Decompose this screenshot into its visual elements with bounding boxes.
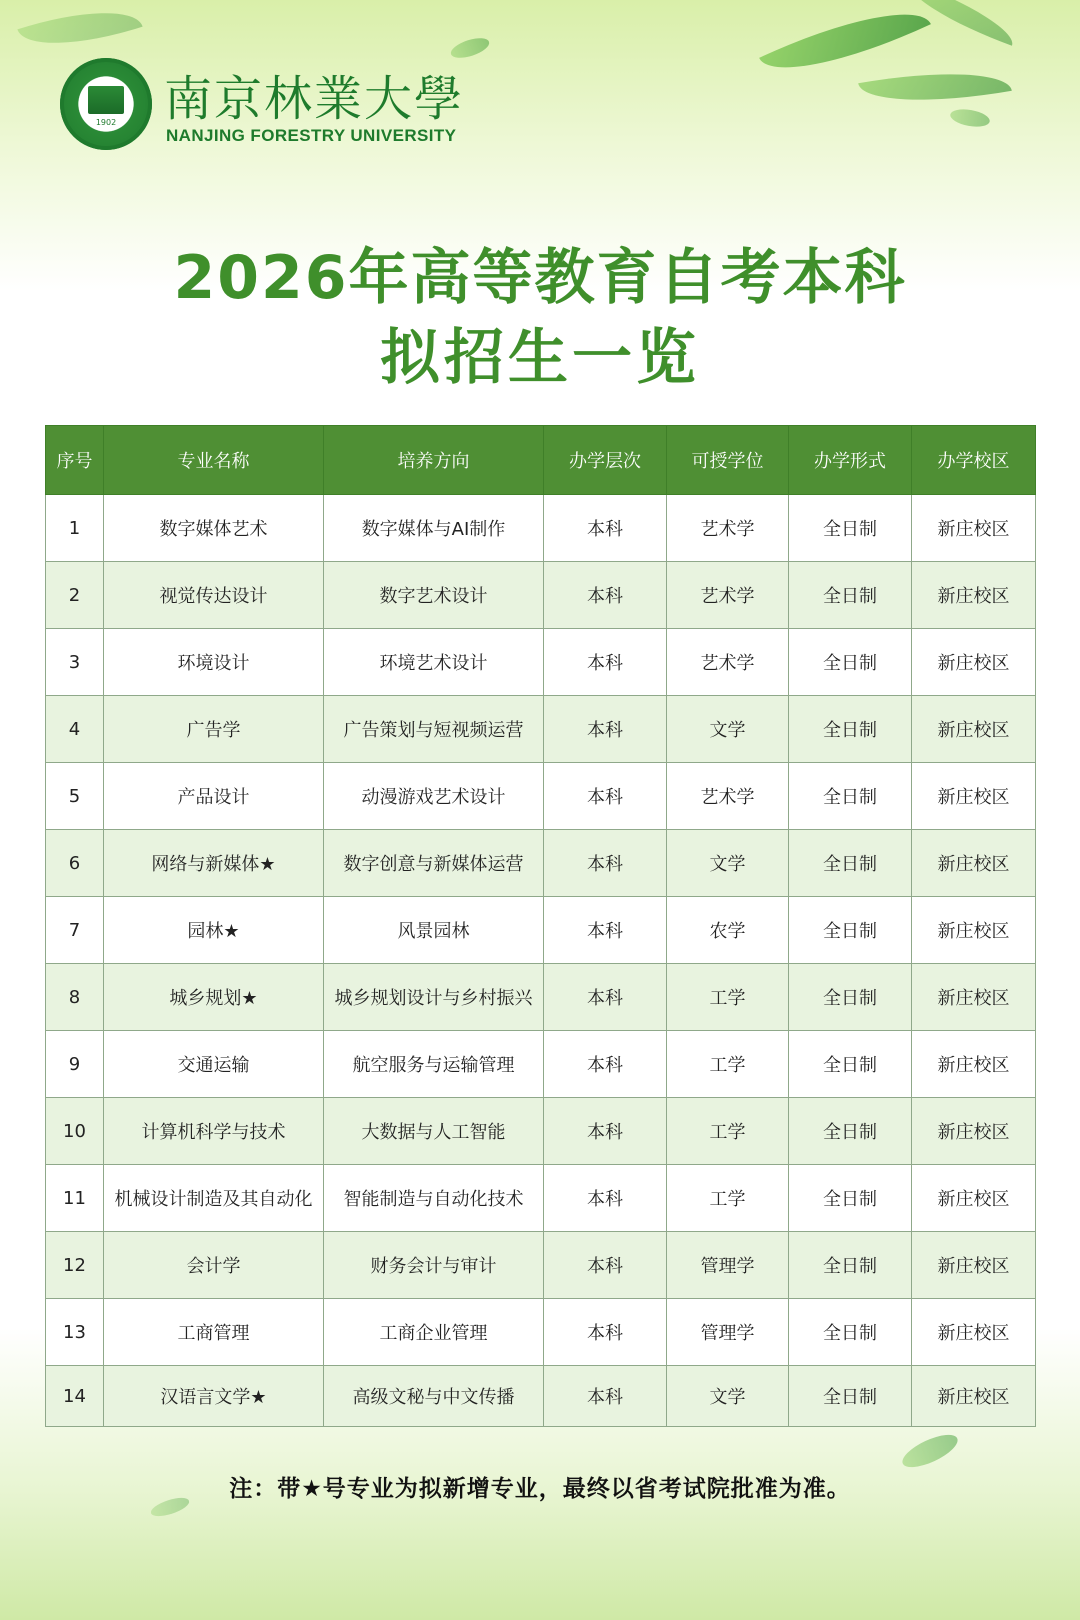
cell-campus: 新庄校区 [912, 1232, 1036, 1299]
cell-degree: 艺术学 [667, 763, 789, 830]
bird-decoration [449, 34, 492, 62]
header-direction: 培养方向 [324, 426, 544, 495]
cell-form: 全日制 [789, 629, 912, 696]
cell-campus: 新庄校区 [912, 1098, 1036, 1165]
cell-major: 园林★ [104, 897, 324, 964]
cell-index: 11 [46, 1165, 104, 1232]
cell-index: 3 [46, 629, 104, 696]
cell-direction: 智能制造与自动化技术 [324, 1165, 544, 1232]
cell-campus: 新庄校区 [912, 1165, 1036, 1232]
table-row [46, 763, 1036, 830]
cell-level: 本科 [544, 964, 667, 1031]
university-name-en: NANJING FORESTRY UNIVERSITY [166, 126, 457, 145]
table-row [46, 1232, 1036, 1299]
cell-index: 2 [46, 562, 104, 629]
header-form: 办学形式 [789, 426, 912, 495]
cell-index: 4 [46, 696, 104, 763]
table-row [46, 897, 1036, 964]
cell-form: 全日制 [789, 763, 912, 830]
cell-form: 全日制 [789, 1299, 912, 1366]
cell-major: 计算机科学与技术 [104, 1098, 324, 1165]
cell-direction: 航空服务与运输管理 [324, 1031, 544, 1098]
cell-major: 网络与新媒体★ [104, 830, 324, 897]
cell-level: 本科 [544, 1165, 667, 1232]
page-subtitle: 拟招生一览 [380, 323, 700, 393]
cell-form: 全日制 [789, 897, 912, 964]
cell-degree: 文学 [667, 696, 789, 763]
cell-level: 本科 [544, 1366, 667, 1427]
table-row [46, 1165, 1036, 1232]
cell-degree: 管理学 [667, 1299, 789, 1366]
cell-index: 12 [46, 1232, 104, 1299]
cell-level: 本科 [544, 763, 667, 830]
cell-direction: 工商企业管理 [324, 1299, 544, 1366]
cell-direction: 环境艺术设计 [324, 629, 544, 696]
table-row [46, 1031, 1036, 1098]
table-row [46, 562, 1036, 629]
cell-level: 本科 [544, 629, 667, 696]
university-emblem-icon [60, 58, 152, 150]
cell-direction: 动漫游戏艺术设计 [324, 763, 544, 830]
cell-degree: 艺术学 [667, 562, 789, 629]
cell-degree: 艺术学 [667, 629, 789, 696]
building-icon [88, 86, 124, 114]
cell-level: 本科 [544, 1031, 667, 1098]
cell-form: 全日制 [789, 696, 912, 763]
table-row [46, 629, 1036, 696]
header-major: 专业名称 [104, 426, 324, 495]
cell-campus: 新庄校区 [912, 629, 1036, 696]
cell-index: 6 [46, 830, 104, 897]
cell-degree: 工学 [667, 1165, 789, 1232]
cell-direction: 城乡规划设计与乡村振兴 [324, 964, 544, 1031]
cell-major: 环境设计 [104, 629, 324, 696]
cell-major: 城乡规划★ [104, 964, 324, 1031]
cell-degree: 文学 [667, 830, 789, 897]
table-row [46, 964, 1036, 1031]
cell-index: 13 [46, 1299, 104, 1366]
cell-index: 1 [46, 495, 104, 562]
cell-level: 本科 [544, 495, 667, 562]
cell-index: 7 [46, 897, 104, 964]
cell-direction: 数字创意与新媒体运营 [324, 830, 544, 897]
cell-major: 视觉传达设计 [104, 562, 324, 629]
cell-level: 本科 [544, 830, 667, 897]
cell-form: 全日制 [789, 495, 912, 562]
cell-form: 全日制 [789, 964, 912, 1031]
leaf-decoration [858, 57, 1012, 117]
cell-degree: 工学 [667, 1098, 789, 1165]
bird-decoration [949, 107, 991, 130]
bird-decoration [898, 1428, 962, 1473]
cell-level: 本科 [544, 696, 667, 763]
cell-form: 全日制 [789, 830, 912, 897]
cell-form: 全日制 [789, 1031, 912, 1098]
cell-index: 9 [46, 1031, 104, 1098]
cell-index: 14 [46, 1366, 104, 1427]
emblem-year: 1902 [95, 118, 117, 127]
university-logo [60, 58, 465, 154]
cell-campus: 新庄校区 [912, 763, 1036, 830]
cell-campus: 新庄校区 [912, 897, 1036, 964]
table-header-row [46, 426, 1036, 495]
cell-level: 本科 [544, 1098, 667, 1165]
cell-degree: 工学 [667, 964, 789, 1031]
cell-direction: 财务会计与审计 [324, 1232, 544, 1299]
cell-level: 本科 [544, 562, 667, 629]
university-name-cn: 南京林業大學 [164, 71, 465, 127]
cell-degree: 艺术学 [667, 495, 789, 562]
cell-direction: 风景园林 [324, 897, 544, 964]
table-row [46, 830, 1036, 897]
cell-major: 机械设计制造及其自动化 [104, 1165, 324, 1232]
table-row [46, 1299, 1036, 1366]
cell-major: 工商管理 [104, 1299, 324, 1366]
cell-form: 全日制 [789, 1366, 912, 1427]
cell-campus: 新庄校区 [912, 1366, 1036, 1427]
cell-major: 汉语言文学★ [104, 1366, 324, 1427]
header-index: 序号 [46, 426, 104, 495]
cell-index: 5 [46, 763, 104, 830]
cell-major: 交通运输 [104, 1031, 324, 1098]
cell-campus: 新庄校区 [912, 830, 1036, 897]
cell-campus: 新庄校区 [912, 1031, 1036, 1098]
cell-degree: 农学 [667, 897, 789, 964]
cell-major: 会计学 [104, 1232, 324, 1299]
cell-campus: 新庄校区 [912, 696, 1036, 763]
cell-major: 产品设计 [104, 763, 324, 830]
cell-form: 全日制 [789, 1232, 912, 1299]
cell-direction: 数字艺术设计 [324, 562, 544, 629]
cell-campus: 新庄校区 [912, 495, 1036, 562]
table-row [46, 696, 1036, 763]
header-campus: 办学校区 [912, 426, 1036, 495]
cell-major: 广告学 [104, 696, 324, 763]
footnote: 注：带★号专业为拟新增专业，最终以省考试院批准为准。 [229, 1476, 851, 1502]
table-row [46, 495, 1036, 562]
cell-index: 8 [46, 964, 104, 1031]
cell-direction: 广告策划与短视频运营 [324, 696, 544, 763]
cell-campus: 新庄校区 [912, 562, 1036, 629]
header-level: 办学层次 [544, 426, 667, 495]
cell-level: 本科 [544, 1299, 667, 1366]
cell-level: 本科 [544, 1232, 667, 1299]
enrollment-table [45, 425, 1035, 1427]
cell-campus: 新庄校区 [912, 1299, 1036, 1366]
cell-form: 全日制 [789, 562, 912, 629]
header-degree: 可授学位 [667, 426, 789, 495]
cell-degree: 管理学 [667, 1232, 789, 1299]
cell-major: 数字媒体艺术 [104, 495, 324, 562]
cell-direction: 高级文秘与中文传播 [324, 1366, 544, 1427]
cell-form: 全日制 [789, 1098, 912, 1165]
cell-direction: 大数据与人工智能 [324, 1098, 544, 1165]
cell-direction: 数字媒体与AI制作 [324, 495, 544, 562]
table-row [46, 1366, 1036, 1427]
cell-form: 全日制 [789, 1165, 912, 1232]
cell-degree: 文学 [667, 1366, 789, 1427]
cell-degree: 工学 [667, 1031, 789, 1098]
cell-index: 10 [46, 1098, 104, 1165]
table-row [46, 1098, 1036, 1165]
cell-level: 本科 [544, 897, 667, 964]
leaf-decoration [17, 0, 142, 64]
page-title: 2026年高等教育自考本科 [173, 243, 907, 313]
cell-campus: 新庄校区 [912, 964, 1036, 1031]
